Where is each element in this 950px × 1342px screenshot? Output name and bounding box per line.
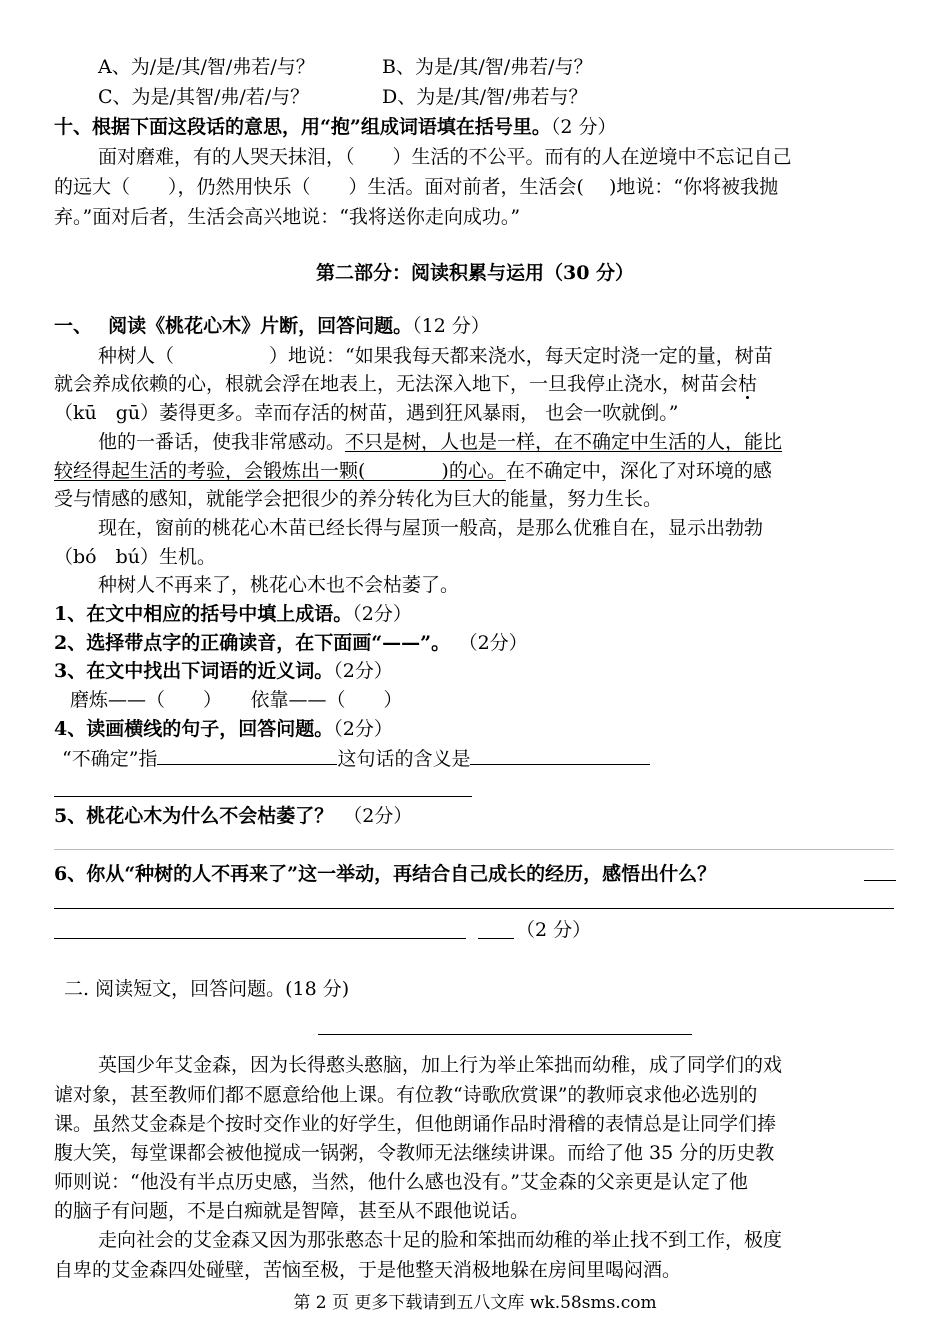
answer-line-q5[interactable] — [54, 849, 894, 850]
question-2-score: （2分） — [468, 632, 528, 654]
question-3-score: （2分） — [333, 660, 393, 682]
option-d: D、为是/其/智/弗若与？ — [382, 86, 588, 108]
question-4-text: 4、读画横线的句子，回答问题。 — [54, 718, 334, 740]
q10-title — [54, 115, 617, 141]
title-answer-line[interactable] — [318, 1034, 692, 1035]
page-footer: 第 2 页 更多下载请到五八文库 wk.58sms.com — [293, 1293, 657, 1313]
question-4-prompt-a: “不确定”指 — [62, 748, 158, 770]
reading2-p1-line5: 师则说：“他没有半点历史感，当然，他什么感也没有。”艾金森的父亲更是认定了他 — [54, 1171, 748, 1193]
q10-line-1: 面对磨难，有的人哭天抹泪，（ ）生活的不公平。而有的人在逆境中不忘记自己 — [98, 146, 792, 168]
reading2-title: 二. 阅读短文，回答问题。(18 分) — [64, 978, 350, 1000]
option-a: A、为/是/其/智/弗若/与？ — [98, 56, 315, 78]
reading2-p1-line4: 腹大笑，每堂课都会被他搅成一锅粥，令教师无法继续讲课。而给了他 35 分的历史教 — [54, 1142, 775, 1164]
reading1-score: （12 分） — [412, 315, 490, 337]
underlined-sentence-part1: 不只是树，人也是一样，在不确定中生活的人，能比 — [345, 431, 783, 453]
reading2-p1-line3: 课。虽然艾金森是个按时交作业的好学生，但他朗诵作品时滑稽的表情总是让同学们捧 — [54, 1113, 777, 1135]
reading1-p1-line3: （kū gū）萎得更多。幸而存活的树苗，遇到狂风暴雨， 也会一吹就倒。” — [54, 402, 679, 424]
question-3-items: 磨炼——（ ） 依靠——（ ） — [70, 689, 403, 711]
q10-line-3: 弃。”面对后者，生活会高兴地说：“我将送你走向成功。” — [54, 206, 521, 228]
reading1-title — [54, 314, 490, 340]
question-2 — [54, 631, 528, 657]
reading2-p1-line1: 英国少年艾金森，因为长得憨头憨脑，加上行为举止笨拙而幼稚，成了同学们的戏 — [98, 1054, 783, 1076]
reading1-p2-line2 — [54, 459, 772, 485]
q10-line-2: 的远大（ ），仍然用快乐（ ）生活。面对前者，生活会( )地说：“你将被我抛 — [54, 176, 779, 198]
question-1-text: 1、在文中相应的括号中填上成语。 — [54, 603, 353, 625]
reading1-p1-line2 — [54, 372, 757, 398]
question-4-prompt-b: 这句话的含义是 — [337, 748, 471, 770]
question-6-text: 6、你从“种树的人不再来了”这一举动，再结合自己成长的经历，感悟出什么？ — [54, 863, 717, 885]
answer-line-q4[interactable] — [54, 796, 472, 797]
underlined-sentence-part2: 较经得起生活的考验，会锻炼出一颗( )的心。 — [54, 460, 506, 482]
part2-heading: 第二部分：阅读积累与运用（30 分） — [315, 262, 635, 284]
question-3 — [54, 659, 393, 685]
reading1-p2-line1 — [98, 430, 782, 456]
question-4-score: （2分） — [333, 718, 393, 740]
reading1-p1-line2-text: 就会养成依赖的心，根就会浮在地表上，无法深入地下，一旦我停止浇水，树苗会 — [54, 373, 739, 395]
q10-score: （2 分） — [550, 116, 617, 138]
option-c: C、为是/其智/弗/若/与？ — [98, 86, 310, 108]
reading2-p2-line1: 走向社会的艾金森又因为那张憨态十足的脸和笨拙而幼稚的举止找不到工作，极度 — [98, 1229, 783, 1251]
answer-line-q6-2[interactable] — [54, 938, 466, 939]
reading2-p1-line6: 的脑子有问题，不是白痴就是智障，甚至从不跟他说话。 — [54, 1200, 530, 1222]
question-2-text: 2、选择带点字的正确读音，在下面画“——”。 — [54, 632, 451, 654]
reading1-p2-line1-text: 他的一番话，使我非常感动。 — [98, 431, 346, 453]
question-5 — [54, 804, 412, 830]
question-5-text: 5、桃花心木为什么不会枯萎了？ — [54, 805, 334, 827]
answer-blank-a[interactable] — [157, 746, 337, 765]
answer-blank-b[interactable] — [470, 746, 650, 765]
reading1-p3-line1: 现在，窗前的桃花心木苗已经长得与屋顶一般高，是那么优雅自在，显示出勃勃 — [98, 517, 764, 539]
reading2-p1-line2: 谑对象，甚至教师们都不愿意给他上课。有位教“诗歌欣赏课”的教师哀求他必选别的 — [54, 1084, 758, 1106]
answer-line-q6-3[interactable] — [478, 938, 514, 939]
question-3-text: 3、在文中找出下词语的近义词。 — [54, 660, 334, 682]
q10-title-text: 十、根据下面这段话的意思，用“抱”组成词语填在括号里。 — [54, 116, 551, 138]
question-1 — [54, 602, 412, 628]
answer-line-q6-1[interactable] — [54, 908, 894, 909]
reading1-p2-line2-text: 在不确定中，深化了对环境的感 — [505, 460, 772, 482]
answer-line-q6-start[interactable] — [864, 880, 896, 881]
question-1-score: （2分） — [352, 603, 412, 625]
reading1-p4-line1: 种树人不再来了，桃花心木也不会枯萎了。 — [98, 574, 460, 596]
reading1-p3-line2: （bó bú）生机。 — [54, 546, 217, 568]
question-4-answer-line — [62, 746, 650, 772]
question-6 — [54, 862, 716, 888]
question-5-score: （2分） — [343, 805, 413, 827]
reading1-title-text: 一、 阅读《桃花心木》片断，回答问题。 — [54, 315, 413, 337]
reading2-p2-line2: 自卑的艾金森四处碰壁，苦恼至极，于是他整天消极地躲在房间里喝闷酒。 — [54, 1259, 682, 1281]
reading1-p2-line3: 受与情感的感知，就能学会把很少的养分转化为巨大的能量，努力生长。 — [54, 488, 663, 510]
dotted-char: 枯 — [738, 373, 758, 395]
reading1-p1-line1: 种树人（ ）地说：“如果我每天都来浇水，每天定时浇一定的量，树苗 — [98, 345, 773, 367]
question-4 — [54, 717, 393, 743]
question-6-score: （2 分） — [516, 919, 592, 941]
option-b: B、为是/其/智/弗若/与？ — [382, 56, 593, 78]
